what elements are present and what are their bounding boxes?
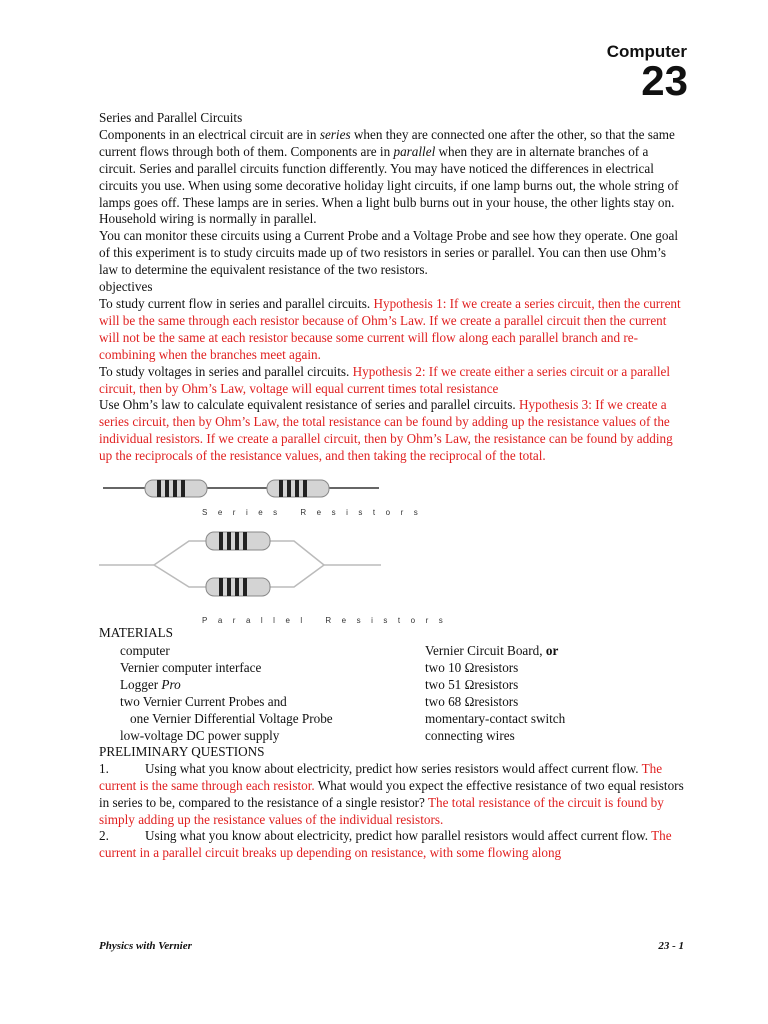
question-text: Using what you know about electricity, predict how parallel resistors would affect current flow.	[145, 828, 652, 844]
question-text: What would you expect the effective resistance of two equal resistors in series to be, compared to the resistance of a single resistor?	[99, 777, 684, 810]
text-run: Components in an electrical circuit are in	[99, 126, 320, 142]
hypothesis-text: Hypothesis 1: If we create a series circuit, then the current will be the same through each resistor because of Ohm’s Law. If we create a parallel circuit then the current will not be the same at each resistor because some current will flow along each parallel branch and re-combining when the branches meet again.	[99, 295, 681, 362]
material-item: one Vernier Differential Voltage Probe	[130, 710, 333, 726]
hypothesis-text: Hypothesis 3: If we create a series circuit, then by Ohm’s Law, the total resistance can be found by adding up the resistance values of the individual resistors. If we create a parallel circuit, then by Ohm’s Law, the resistance can be found by adding up the reciprocals of the resistance values, and then taking the reciprocal of the total.	[99, 397, 673, 464]
material-item: two 51 Ωresistors	[425, 676, 519, 692]
materials-table	[99, 642, 565, 744]
text-run: or	[545, 642, 559, 658]
text-run: Logger	[120, 676, 162, 692]
parallel-caption: Parallel Resistors	[202, 616, 454, 626]
intro-paragraph-2: You can monitor these circuits using a Current Probe and a Voltage Probe and see how they operate. One goal of this experiment is to study circuits made up of two resistors in series or parallel. You can then use Ohm’s law to determine the equivalent resistance of the two resistors.	[99, 228, 679, 278]
question-2	[99, 828, 687, 862]
circuit-figures	[99, 465, 687, 625]
preliminary-heading: PRELIMINARY QUESTIONS	[99, 743, 265, 759]
term-parallel: parallel	[393, 143, 436, 159]
objective-text: To study current flow in series and parallel circuits.	[99, 295, 374, 311]
series-caption: Series Resistors	[202, 508, 429, 518]
materials-row	[99, 727, 565, 744]
question-text: Using what you know about electricity, predict how series resistors would affect current flow.	[145, 760, 642, 776]
term-series: series	[319, 126, 351, 142]
text-run: when they are connected one after the other, so that the same current flows through both of them. Components are in	[99, 126, 675, 159]
objective-3	[99, 397, 687, 465]
materials-row	[99, 659, 565, 676]
material-item: two 68 Ωresistors	[425, 693, 519, 709]
parallel-resistor-bottom	[206, 578, 270, 596]
question-number: 2.	[99, 828, 109, 844]
text-run: Pro	[161, 676, 181, 692]
hypothesis-text: Hypothesis 2: If we create either a series circuit or a parallel circuit, then by Ohm’s Law, voltage will equal current times total resistance	[99, 363, 671, 396]
material-item: two 10 Ωresistors	[425, 659, 519, 675]
question-number: 1.	[99, 760, 109, 776]
answer-text: The current in a parallel circuit breaks up depending on resistance, with some flowing along	[99, 828, 672, 861]
material-item: two Vernier Current Probes and	[120, 693, 287, 709]
material-item: momentary-contact switch	[425, 710, 566, 726]
intro-paragraph-1	[99, 127, 687, 228]
materials-heading: MATERIALS	[99, 625, 173, 641]
material-item: connecting wires	[425, 727, 515, 743]
question-1	[99, 761, 687, 829]
objective-1	[99, 296, 687, 364]
chapter-label: Computer	[606, 42, 687, 61]
text-run: when they are in alternate branches of a circuit. Series and parallel circuits function differently. You may have noticed the differences in electrical circuits you use. When using some decorative holiday light circuits, if one lamp burns out, the whole string of lamps goes off. These lamps are in series. When a light bulb burns out in your house, the other lights stay on. Household wiring is normally in parallel.	[99, 143, 679, 227]
material-item	[99, 676, 425, 693]
footer-book-title: Physics with Vernier	[99, 940, 192, 952]
material-item: computer	[120, 642, 170, 658]
materials-row	[99, 693, 565, 710]
materials-row	[99, 676, 565, 693]
objectives-label: objectives	[99, 279, 153, 295]
objective-text: Use Ohm’s law to calculate equivalent resistance of series and parallel circuits.	[99, 397, 520, 413]
answer-text: The total resistance of the circuit is found by simply adding up the resistance values of the individual resistors.	[99, 794, 664, 827]
section-title: Series and Parallel Circuits	[99, 110, 243, 125]
parallel-resistor-top	[206, 532, 270, 550]
materials-row	[99, 642, 565, 659]
material-item: low-voltage DC power supply	[120, 727, 280, 743]
chapter-number: 23	[641, 57, 688, 104]
resistor-2	[267, 480, 329, 497]
footer-page-number: 23 - 1	[658, 940, 684, 952]
document-body	[99, 110, 687, 862]
resistor-1	[145, 480, 207, 497]
material-item	[425, 642, 565, 659]
material-item: Vernier computer interface	[120, 659, 262, 675]
materials-row	[99, 710, 565, 727]
text-run: Vernier Circuit Board,	[425, 642, 546, 658]
parallel-resistors-diagram	[99, 527, 389, 607]
objective-text: To study voltages in series and parallel circuits.	[99, 363, 353, 379]
answer-text: The current is the same through each resistor.	[99, 760, 663, 793]
objective-2	[99, 364, 687, 398]
